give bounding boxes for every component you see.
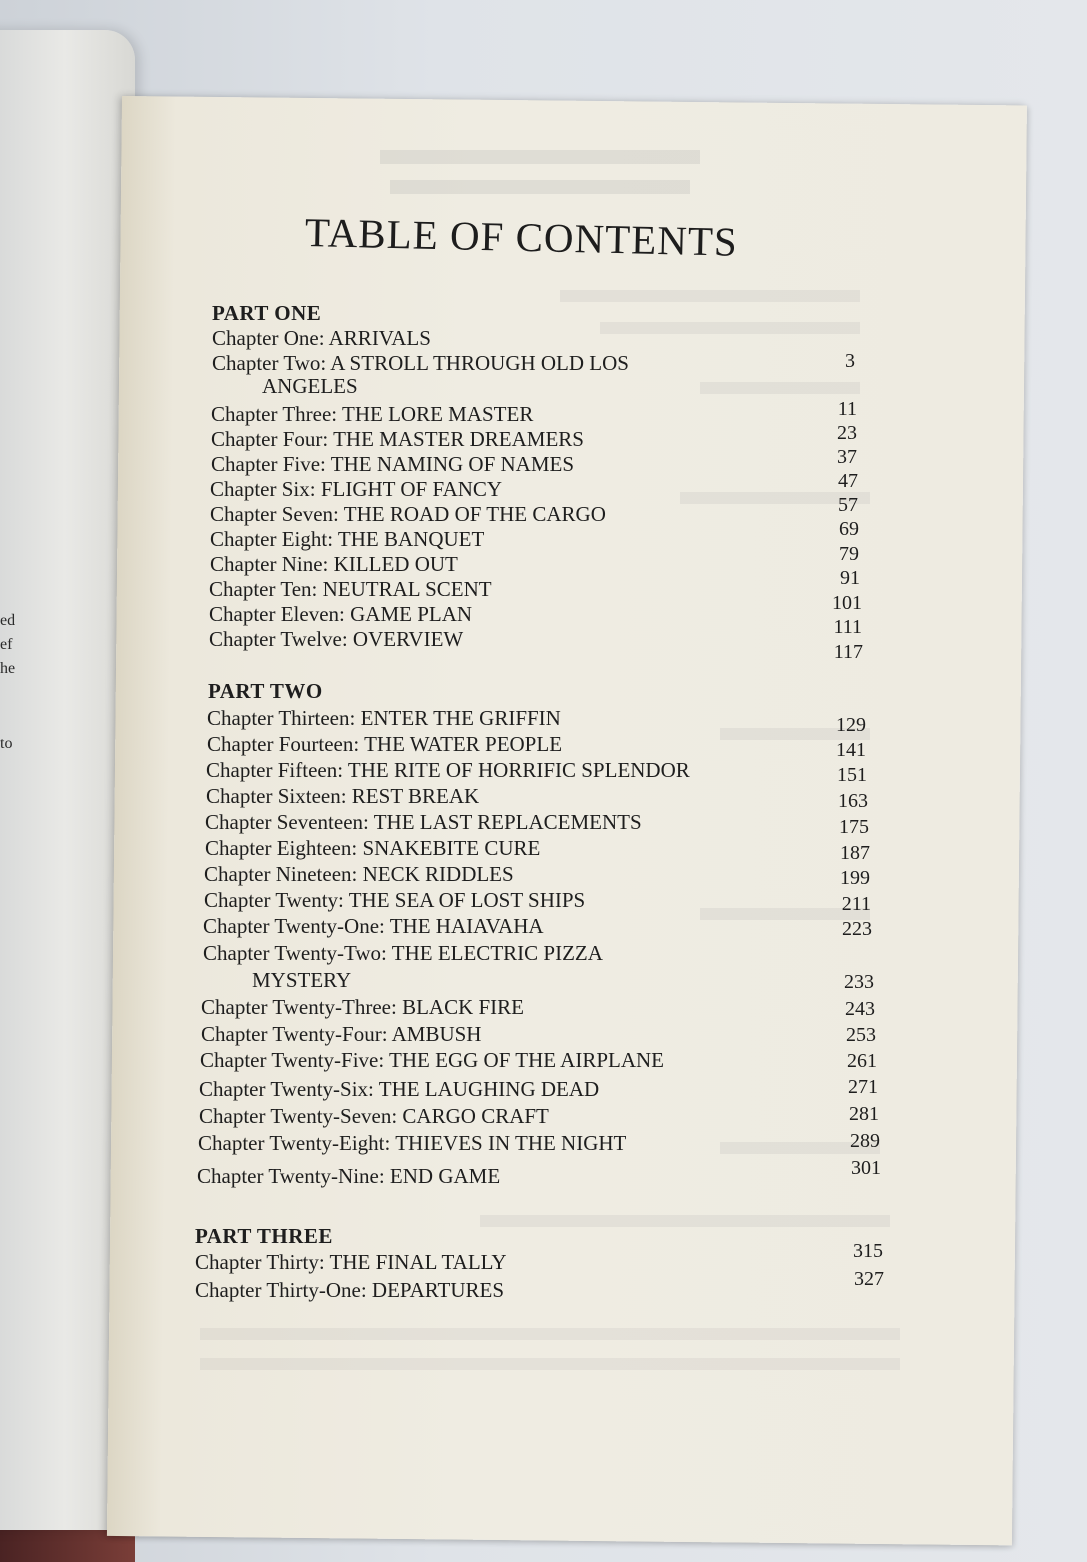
chapter-entry: Chapter Twenty-Nine: END GAME xyxy=(197,1164,501,1188)
chapter-entry: Chapter One: ARRIVALS xyxy=(212,326,431,350)
chapter-entry: Chapter Fifteen: THE RITE OF HORRIFIC SPLENDOR xyxy=(206,758,690,782)
page-number: 91 xyxy=(840,567,860,589)
page-number: 233 xyxy=(844,971,874,993)
page-number: 79 xyxy=(839,543,859,565)
part-heading: PART ONE xyxy=(212,301,322,325)
chapter-entry: Chapter Four: THE MASTER DREAMERS xyxy=(211,427,584,451)
page-number: 281 xyxy=(849,1103,879,1125)
page-number: 211 xyxy=(841,893,871,915)
page-number: 253 xyxy=(846,1024,876,1046)
page-number: 129 xyxy=(836,714,866,736)
chapter-entry: Chapter Thirty: THE FINAL TALLY xyxy=(195,1250,507,1274)
page-number: 23 xyxy=(837,422,857,444)
chapter-entry: Chapter Eight: THE BANQUET xyxy=(210,527,485,551)
page-title: TABLE OF CONTENTS xyxy=(304,209,739,265)
page-number: 289 xyxy=(850,1130,880,1152)
left-page-fragment: ed xyxy=(0,612,16,629)
page-number: 101 xyxy=(832,592,862,614)
chapter-entry: Chapter Sixteen: REST BREAK xyxy=(206,784,480,808)
page-number: 223 xyxy=(842,918,872,940)
chapter-entry: Chapter Twenty-Seven: CARGO CRAFT xyxy=(199,1104,549,1128)
page-number: 57 xyxy=(838,494,858,516)
chapter-entry: Chapter Twenty: THE SEA OF LOST SHIPS xyxy=(204,888,586,912)
chapter-entry: Chapter Thirty-One: DEPARTURES xyxy=(195,1278,505,1302)
chapter-entry: Chapter Five: THE NAMING OF NAMES xyxy=(211,452,575,476)
chapter-entry: Chapter Six: FLIGHT OF FANCY xyxy=(210,477,503,501)
left-page-fragment: he xyxy=(0,660,16,677)
page-number: 69 xyxy=(839,518,859,540)
page-number: 111 xyxy=(833,616,862,638)
chapter-entry: Chapter Twenty-Three: BLACK FIRE xyxy=(201,995,524,1019)
page-number: 151 xyxy=(837,764,867,786)
part-heading: PART TWO xyxy=(208,679,323,703)
page-number: 117 xyxy=(833,641,863,663)
page-number: 199 xyxy=(840,867,870,889)
page-number: 11 xyxy=(837,398,857,420)
chapter-entry: Chapter Twenty-Five: THE EGG OF THE AIRPLANE xyxy=(200,1048,664,1072)
chapter-entry: Chapter Ten: NEUTRAL SCENT xyxy=(209,577,492,601)
page-number: 315 xyxy=(853,1240,883,1262)
chapter-entry: Chapter Thirteen: ENTER THE GRIFFIN xyxy=(207,706,561,730)
chapter-entry: Chapter Nine: KILLED OUT xyxy=(210,552,458,576)
chapter-entry: Chapter Nineteen: NECK RIDDLES xyxy=(204,862,514,886)
chapter-entry: Chapter Twenty-Six: THE LAUGHING DEAD xyxy=(199,1077,600,1101)
chapter-entry: Chapter Eleven: GAME PLAN xyxy=(209,602,473,626)
chapter-entry: Chapter Twenty-Two: THE ELECTRIC PIZZA xyxy=(203,941,603,965)
chapter-entry: Chapter Three: THE LORE MASTER xyxy=(211,402,534,426)
page-number: 141 xyxy=(836,739,866,761)
chapter-entry: Chapter Twelve: OVERVIEW xyxy=(209,627,464,651)
left-page-fragment: to xyxy=(0,735,13,752)
page-number: 261 xyxy=(847,1050,877,1072)
part-heading: PART THREE xyxy=(195,1224,333,1248)
left-page-fragment: ef xyxy=(0,636,13,653)
chapter-entry: Chapter Twenty-One: THE HAIAVAHA xyxy=(203,914,544,938)
page-number: 187 xyxy=(840,842,870,864)
page-number: 163 xyxy=(838,790,868,812)
chapter-entry-continued: ANGELES xyxy=(262,374,358,398)
page-number: 175 xyxy=(839,816,869,838)
chapter-entry: Chapter Seventeen: THE LAST REPLACEMENTS xyxy=(205,810,642,834)
page-number: 47 xyxy=(838,470,858,492)
page-number: 327 xyxy=(854,1268,884,1290)
page-number: 271 xyxy=(848,1076,878,1098)
page-number: 243 xyxy=(845,998,875,1020)
chapter-entry-continued: MYSTERY xyxy=(252,968,352,992)
chapter-entry: Chapter Twenty-Eight: THIEVES IN THE NIGHT xyxy=(198,1131,627,1155)
chapter-entry: Chapter Twenty-Four: AMBUSH xyxy=(201,1022,482,1046)
page-number: 301 xyxy=(851,1157,881,1179)
chapter-entry: Chapter Fourteen: THE WATER PEOPLE xyxy=(207,732,563,756)
chapter-entry: Chapter Two: A STROLL THROUGH OLD LOS xyxy=(212,351,629,375)
chapter-entry: Chapter Eighteen: SNAKEBITE CURE xyxy=(205,836,541,860)
page-number: 37 xyxy=(837,446,857,468)
chapter-entry: Chapter Seven: THE ROAD OF THE CARGO xyxy=(210,502,606,526)
page-number: 3 xyxy=(845,350,855,372)
